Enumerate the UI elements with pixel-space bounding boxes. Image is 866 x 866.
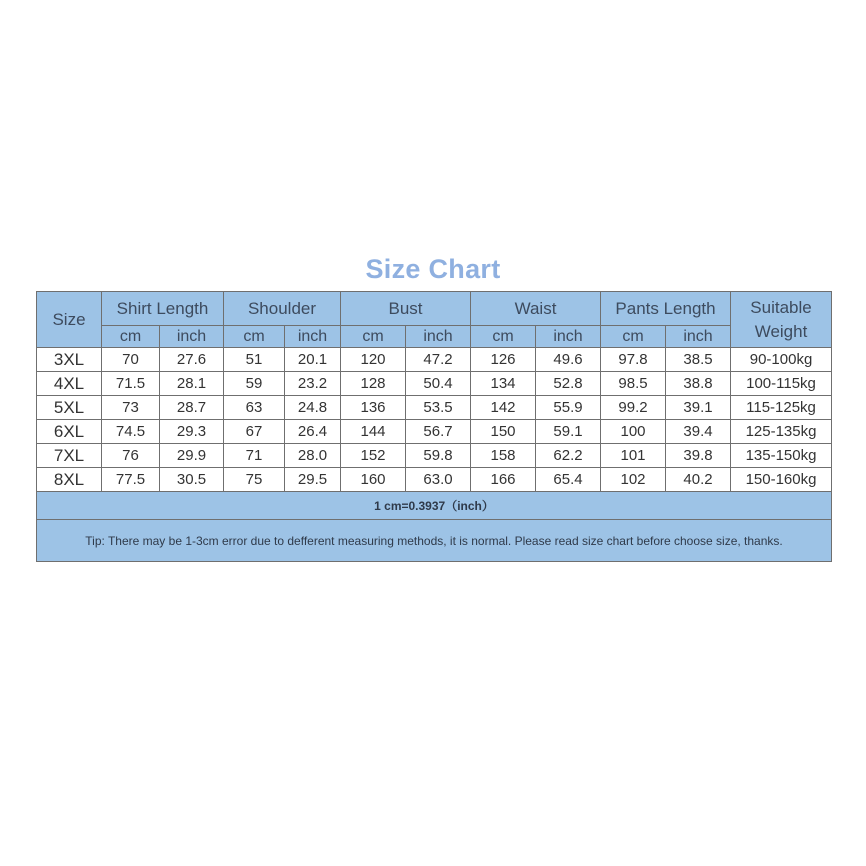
cell-shirt-inch: 29.3: [160, 420, 224, 444]
cell-size: 7XL: [37, 444, 102, 468]
table-row: [37, 372, 832, 396]
cell-shirt-cm: 70: [102, 348, 160, 372]
unit-inch: inch: [536, 326, 601, 348]
cell-bust-inch: 47.2: [406, 348, 471, 372]
cell-shoulder-cm: 63: [224, 396, 285, 420]
cell-size: 5XL: [37, 396, 102, 420]
unit-cm: cm: [224, 326, 285, 348]
cell-waist-inch: 49.6: [536, 348, 601, 372]
cell-bust-inch: 53.5: [406, 396, 471, 420]
cell-bust-cm: 136: [341, 396, 406, 420]
cell-bust-cm: 144: [341, 420, 406, 444]
cell-pants-cm: 98.5: [601, 372, 666, 396]
cell-shoulder-inch: 20.1: [285, 348, 341, 372]
unit-inch: inch: [666, 326, 731, 348]
table-row: [37, 444, 832, 468]
cell-pants-cm: 97.8: [601, 348, 666, 372]
cell-shoulder-inch: 26.4: [285, 420, 341, 444]
cell-pants-cm: 100: [601, 420, 666, 444]
table-row: [37, 420, 832, 444]
header-weight-line2: Weight: [754, 321, 808, 341]
cell-waist-cm: 126: [471, 348, 536, 372]
cell-pants-cm: 102: [601, 468, 666, 492]
cell-shirt-cm: 74.5: [102, 420, 160, 444]
cell-waist-cm: 142: [471, 396, 536, 420]
cell-shoulder-cm: 67: [224, 420, 285, 444]
cell-waist-cm: 158: [471, 444, 536, 468]
table-row: [37, 396, 832, 420]
size-chart-table: [36, 291, 832, 562]
cell-size: 8XL: [37, 468, 102, 492]
unit-inch: inch: [285, 326, 341, 348]
cell-shoulder-inch: 28.0: [285, 444, 341, 468]
cell-size: 3XL: [37, 348, 102, 372]
header-shoulder: Shoulder: [224, 292, 341, 326]
header-waist: Waist: [471, 292, 601, 326]
cell-shirt-cm: 76: [102, 444, 160, 468]
cell-shoulder-cm: 51: [224, 348, 285, 372]
cell-pants-inch: 39.8: [666, 444, 731, 468]
cell-size: 4XL: [37, 372, 102, 396]
cell-shirt-cm: 77.5: [102, 468, 160, 492]
cell-shoulder-inch: 24.8: [285, 396, 341, 420]
cell-waist-inch: 59.1: [536, 420, 601, 444]
unit-inch: inch: [160, 326, 224, 348]
unit-cm: cm: [102, 326, 160, 348]
header-shirt-length: Shirt Length: [102, 292, 224, 326]
cell-waist-inch: 62.2: [536, 444, 601, 468]
cell-waist-inch: 55.9: [536, 396, 601, 420]
tip-note: Tip: There may be 1-3cm error due to defferent measuring methods, it is normal. Please read size chart before choose size, thanks.: [37, 520, 832, 562]
header-bust: Bust: [341, 292, 471, 326]
cell-shoulder-inch: 29.5: [285, 468, 341, 492]
cell-weight: 100-115kg: [731, 372, 832, 396]
cell-bust-cm: 152: [341, 444, 406, 468]
cell-shirt-inch: 27.6: [160, 348, 224, 372]
cell-waist-inch: 52.8: [536, 372, 601, 396]
cell-weight: 115-125kg: [731, 396, 832, 420]
cell-size: 6XL: [37, 420, 102, 444]
cell-bust-inch: 59.8: [406, 444, 471, 468]
unit-cm: cm: [341, 326, 406, 348]
cell-waist-inch: 65.4: [536, 468, 601, 492]
cell-bust-cm: 120: [341, 348, 406, 372]
cell-pants-inch: 39.1: [666, 396, 731, 420]
cell-pants-inch: 39.4: [666, 420, 731, 444]
conversion-note: 1 cm=0.3937（inch）: [37, 492, 832, 520]
table-row: [37, 348, 832, 372]
unit-cm: cm: [601, 326, 666, 348]
cell-shirt-cm: 73: [102, 396, 160, 420]
cell-bust-cm: 128: [341, 372, 406, 396]
page-title: Size Chart: [365, 254, 501, 284]
cell-shoulder-cm: 75: [224, 468, 285, 492]
cell-bust-cm: 160: [341, 468, 406, 492]
cell-weight: 150-160kg: [731, 468, 832, 492]
header-size: Size: [37, 292, 102, 348]
header-pants-length: Pants Length: [601, 292, 731, 326]
cell-waist-cm: 134: [471, 372, 536, 396]
unit-inch: inch: [406, 326, 471, 348]
cell-shirt-inch: 30.5: [160, 468, 224, 492]
cell-weight: 90-100kg: [731, 348, 832, 372]
cell-shoulder-inch: 23.2: [285, 372, 341, 396]
cell-bust-inch: 56.7: [406, 420, 471, 444]
header-suitable-weight: [731, 292, 832, 348]
cell-shoulder-cm: 71: [224, 444, 285, 468]
cell-pants-cm: 99.2: [601, 396, 666, 420]
cell-waist-cm: 150: [471, 420, 536, 444]
unit-cm: cm: [471, 326, 536, 348]
cell-waist-cm: 166: [471, 468, 536, 492]
cell-shoulder-cm: 59: [224, 372, 285, 396]
cell-shirt-inch: 29.9: [160, 444, 224, 468]
cell-shirt-inch: 28.7: [160, 396, 224, 420]
cell-bust-inch: 50.4: [406, 372, 471, 396]
cell-bust-inch: 63.0: [406, 468, 471, 492]
header-weight-line1: Suitable: [750, 297, 812, 317]
cell-pants-inch: 38.8: [666, 372, 731, 396]
cell-pants-inch: 38.5: [666, 348, 731, 372]
cell-shirt-cm: 71.5: [102, 372, 160, 396]
cell-weight: 135-150kg: [731, 444, 832, 468]
table-row: [37, 468, 832, 492]
cell-pants-inch: 40.2: [666, 468, 731, 492]
cell-shirt-inch: 28.1: [160, 372, 224, 396]
cell-pants-cm: 101: [601, 444, 666, 468]
cell-weight: 125-135kg: [731, 420, 832, 444]
